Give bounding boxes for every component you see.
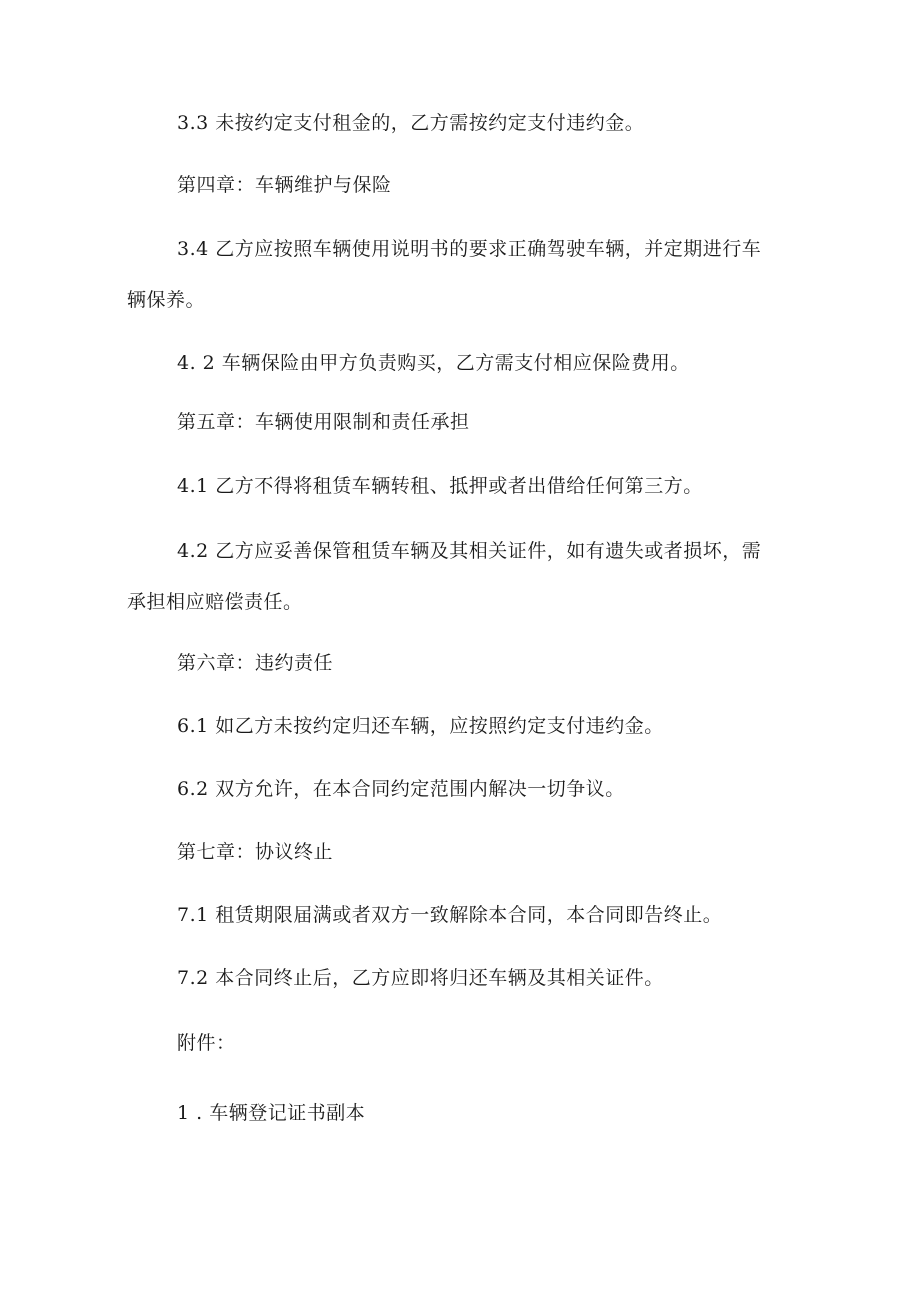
clause-3-4-line-1: 3.4 乙方应按照车辆使用说明书的要求正确驾驶车辆，并定期进行车: [177, 238, 762, 260]
clause-6-2: 6.2 双方允许，在本合同约定范围内解决一切争议。: [177, 778, 625, 800]
clause-4-1: 4.1 乙方不得将租赁车辆转租、抵押或者出借给任何第三方。: [177, 475, 703, 497]
clause-4-2-line-1: 4.2 乙方应妥善保管租赁车辆及其相关证件，如有遗失或者损坏，需: [177, 540, 762, 562]
chapter-5-heading: 第五章：车辆使用限制和责任承担: [177, 411, 470, 433]
clause-4-2-line-2: 承担相应赔偿责任。: [127, 591, 303, 613]
chapter-7-heading: 第七章：协议终止: [177, 841, 334, 863]
clause-4-2-insurance: 4. 2 车辆保险由甲方负责购买，乙方需支付相应保险费用。: [177, 352, 690, 374]
clause-7-1: 7.1 租赁期限届满或者双方一致解除本合同，本合同即告终止。: [177, 904, 723, 926]
clause-3-4-line-2: 辆保养。: [127, 289, 206, 311]
attachment-item-1: 1 . 车辆登记证书副本: [177, 1102, 366, 1124]
chapter-4-heading: 第四章：车辆维护与保险: [177, 174, 392, 196]
attachments-heading: 附件：: [177, 1032, 236, 1054]
clause-3-3: 3.3 未按约定支付租金的，乙方需按约定支付违约金。: [177, 112, 645, 134]
chapter-6-heading: 第六章：违约责任: [177, 652, 334, 674]
clause-6-1: 6.1 如乙方未按约定归还车辆，应按照约定支付违约金。: [177, 715, 664, 737]
clause-7-2: 7.2 本合同终止后，乙方应即将归还车辆及其相关证件。: [177, 967, 664, 989]
